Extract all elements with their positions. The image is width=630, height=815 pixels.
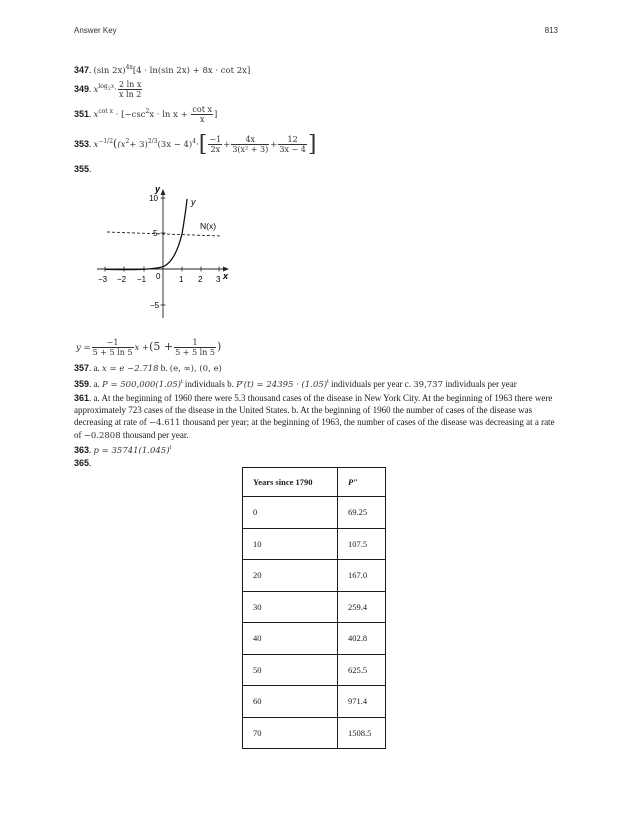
- x-tick-label: −1: [137, 275, 147, 284]
- answer-365: 365.: [74, 458, 92, 468]
- math: y = $\frac{-1}{5 + 5 \ln 5}$ x +(5 + $\frac{1}{5 + 5 \ln 5}$ ): [76, 338, 222, 357]
- y-axis-arrow: [161, 189, 166, 195]
- answer-355: 355.: [74, 164, 92, 174]
- curve-label: y: [191, 197, 196, 207]
- math: $x^{log_2x}\cdot$ $\frac{\text{2 ln x}}{\text{x ln 2}}$: [93, 80, 142, 99]
- table-cell: 971.4: [338, 686, 386, 718]
- running-header: Answer Key: [74, 26, 117, 35]
- page-number: 813: [544, 26, 558, 35]
- y-tick-label: −5: [150, 301, 160, 310]
- answer-351: 351. $x^{cot x} \cdot [-\csc^2x \cdot \ln x$ + $\frac{\text{cot x}}{x}$ ]: [74, 105, 218, 124]
- x-tick-label: −2: [117, 275, 127, 284]
- table-cell: 0: [243, 497, 338, 529]
- table-cell: 1508.5: [338, 717, 386, 749]
- answer-363: 363. $p = 35741(1.045)^t$: [74, 445, 172, 456]
- answer-number: 363: [74, 445, 90, 455]
- column-header: Years since 1790: [243, 468, 338, 497]
- answer-number: 347: [74, 64, 90, 75]
- answer-number: 349: [74, 84, 90, 94]
- population-table: [242, 467, 386, 749]
- table-cell: 625.5: [338, 654, 386, 686]
- answer-number: 359: [74, 379, 90, 389]
- answer-number: 353: [74, 139, 90, 149]
- answer-353: 353. $x^{-1/2}((x^2+ 3)^{2/3}(3x - 4)^4\cdot$[ $\frac{-1}{2x}$ + $\frac{4x}{\text{3(x² + 3)}}$ + $\frac{12}{3x - 4}$ ]: [74, 132, 317, 157]
- asymptote-label: N(x): [200, 221, 217, 231]
- table-cell: 402.8: [338, 623, 386, 655]
- table-cell: 259.4: [338, 591, 386, 623]
- answer-number: 361: [74, 393, 90, 403]
- math: $x^{cot x} \cdot [-\csc^2x \cdot \ln x$ + $\frac{\text{cot x}}{x}$ ]: [93, 105, 218, 124]
- x-tick-label: 3: [216, 275, 221, 284]
- table-row: [243, 623, 386, 655]
- axis-label-x: x: [223, 271, 229, 281]
- equation-355: [76, 338, 221, 357]
- table-cell: 30: [243, 591, 338, 623]
- table-row: [243, 528, 386, 560]
- y-tick-label: 10: [149, 194, 158, 203]
- answer-number: 355: [74, 164, 90, 174]
- table-cell: 60: [243, 686, 338, 718]
- answer-361: 361. a. At the beginning of 1960 there were 5.3 thousand cases of the disease in New York City. At the beginning of 1963 there were approximately 723 cases of the disease in the United States. b. At the beginning of 1960 the number of cases of the disease was decreasing at rate of −4.611 thousand per year; at the beginning of 1963, the number of cases of the disease was decreasing at a rate of −0.2808 thousand per year.: [74, 393, 555, 441]
- answer-number: 351: [74, 109, 90, 119]
- answer-359: 359. a. $P = 500,000(1.05)^t$ individuals b. $P'(t) = 24395 \cdot (1.05)^t$ individuals per year c. 39,737 individuals per year: [74, 379, 517, 390]
- answer-349: 349. $x^{log_2x}\cdot$ $\frac{\text{2 ln x}}{\text{x ln 2}}$: [74, 80, 142, 99]
- math: (sin 2x)$^{4x}$[4 · ln(sin 2x) + 8x · cot 2x]: [93, 64, 251, 76]
- x-tick-label: 1: [179, 275, 184, 284]
- table-cell: 167.0: [338, 560, 386, 592]
- table-row: [243, 686, 386, 718]
- table-cell: 69.25: [338, 497, 386, 529]
- answer-357: 357. a. x = e ~2.718 b. (e, ∞), (0, e): [74, 363, 222, 374]
- x-tick-label: 2: [198, 275, 203, 284]
- table-cell: 50: [243, 654, 338, 686]
- table-row: [243, 591, 386, 623]
- table-row: [243, 654, 386, 686]
- table-row: [243, 560, 386, 592]
- table-header-row: [243, 468, 386, 497]
- answer-347: 347. (sin 2x)$^{4x}$[4 · ln(sin 2x) + 8x · cot 2x]: [74, 64, 251, 76]
- table-cell: 20: [243, 560, 338, 592]
- math: $x^{-1/2}((x^2+ 3)^{2/3}(3x - 4)^4\cdot$[ $\frac{-1}{2x}$ + $\frac{4x}{\text{3(x² + 3)}}$ + $\frac{12}{3x - 4}$ ]: [93, 132, 317, 157]
- table-cell: 70: [243, 717, 338, 749]
- answer-number: 365: [74, 458, 90, 468]
- column-header: P″: [338, 468, 386, 497]
- table-row: [243, 497, 386, 529]
- table-cell: 107.5: [338, 528, 386, 560]
- graph-355: [90, 178, 240, 328]
- x-tick-label: 0: [156, 272, 161, 281]
- answer-number: 357: [74, 363, 90, 373]
- y-tick-label: 5: [153, 229, 158, 238]
- table-cell: 40: [243, 623, 338, 655]
- axis-label-y: y: [155, 184, 161, 194]
- table-row: [243, 717, 386, 749]
- x-tick-label: −3: [98, 275, 108, 284]
- table-cell: 10: [243, 528, 338, 560]
